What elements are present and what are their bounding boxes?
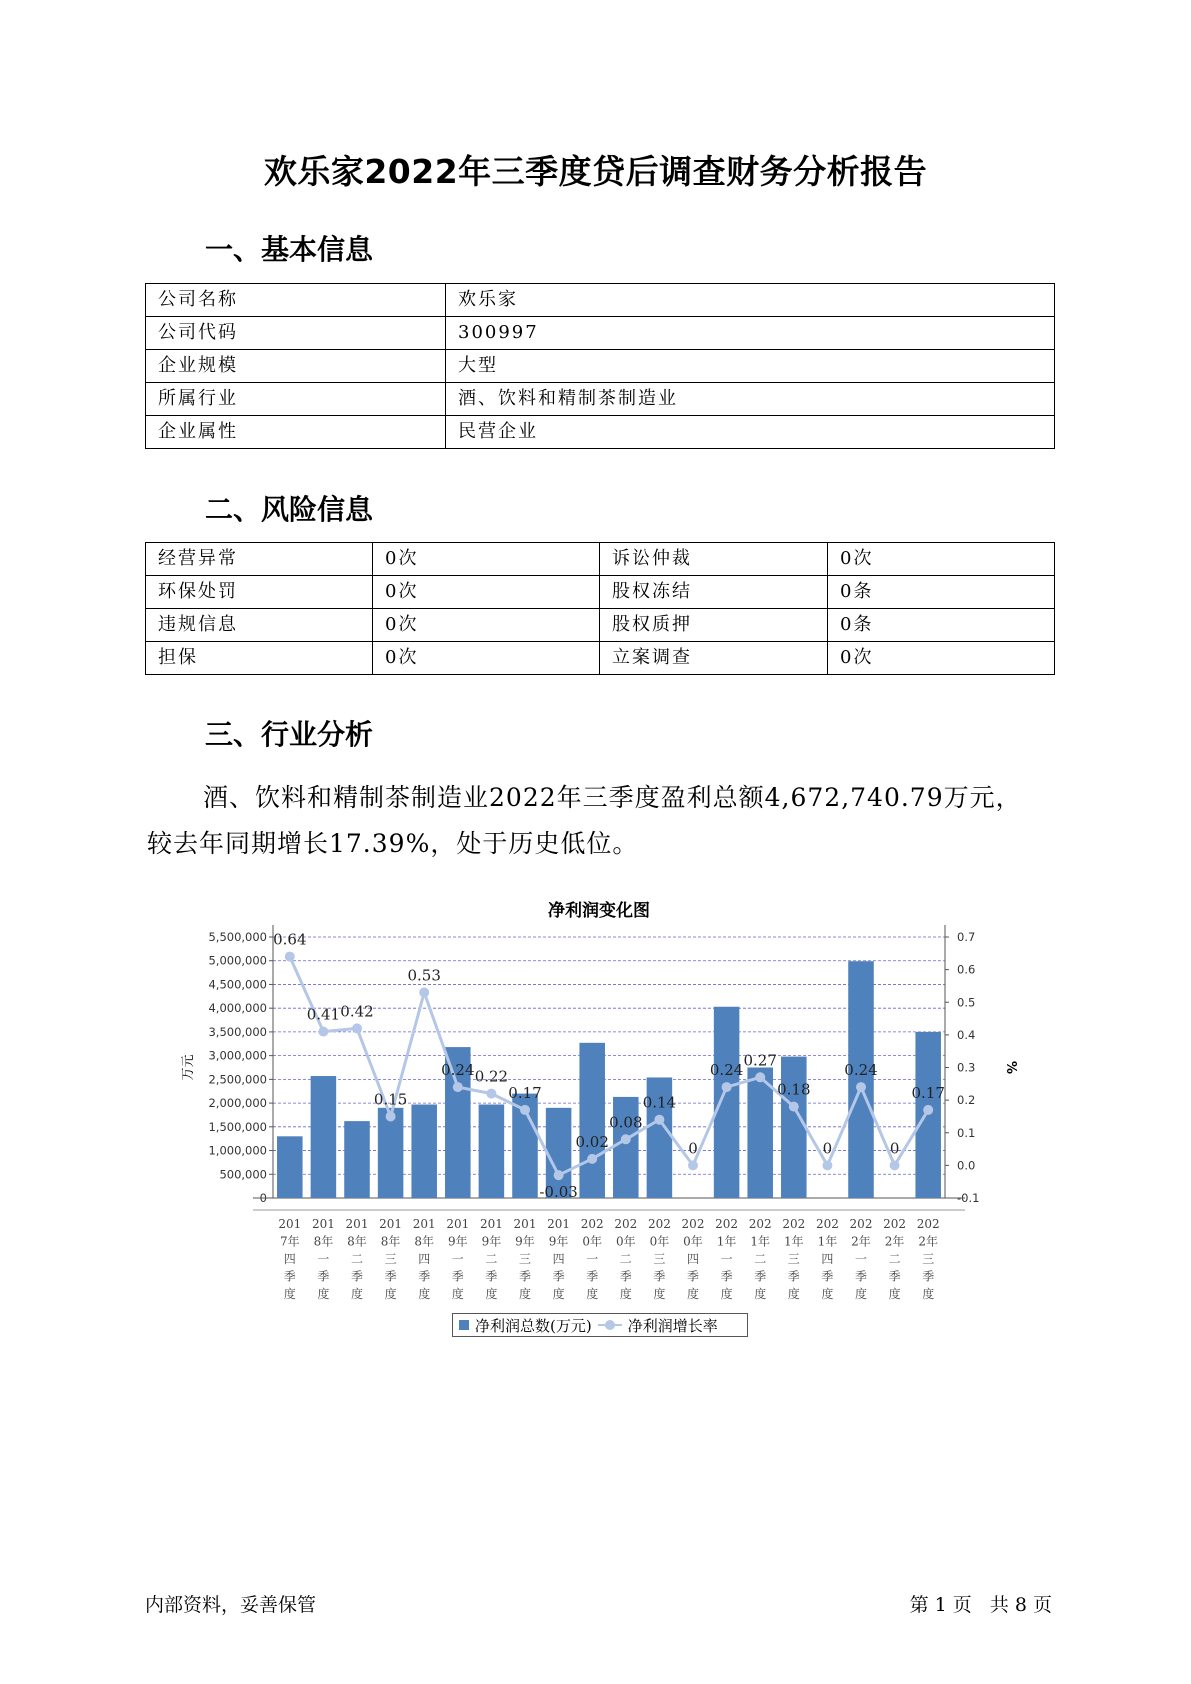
- bar: [277, 1136, 303, 1198]
- growth-rate-point: [856, 1082, 866, 1092]
- x-category-label-line: 1年: [817, 1234, 838, 1249]
- y-right-tick-label: 0.2: [957, 1093, 976, 1108]
- growth-rate-point: [755, 1072, 765, 1082]
- growth-rate-data-label: 0: [688, 1139, 698, 1158]
- legend-line-label: 净利润增长率: [627, 1316, 718, 1335]
- y-left-tick-label: 1,000,000: [208, 1143, 267, 1158]
- x-category-label-line: 202: [815, 1217, 839, 1231]
- risk-info-value: 0次: [373, 543, 600, 576]
- x-category-label: [782, 1217, 805, 1301]
- growth-rate-data-label: 0.64: [273, 930, 307, 949]
- industry-analysis-paragraph: [147, 775, 1047, 867]
- y-right-tick-label: 0.3: [957, 1060, 976, 1075]
- x-category-label-line: 201: [446, 1217, 470, 1231]
- x-category-label-line: 9年: [447, 1234, 468, 1249]
- x-category-label-line: 度: [283, 1287, 296, 1301]
- growth-rate-data-label: 0.15: [373, 1090, 408, 1109]
- x-category-label-line: 0年: [683, 1234, 703, 1249]
- growth-rate-point: [352, 1023, 362, 1033]
- x-category-label-line: 201: [513, 1217, 537, 1231]
- risk-info-label: 股权冻结: [600, 576, 828, 609]
- x-category-label-line: 7年: [279, 1234, 300, 1249]
- x-category-label-line: 季: [686, 1269, 700, 1284]
- y-left-tick-label: 3,000,000: [208, 1048, 267, 1063]
- x-category-label-line: 二: [485, 1252, 498, 1266]
- x-category-label-line: 度: [317, 1287, 330, 1301]
- y-right-tick-label: 0.5: [957, 995, 976, 1010]
- x-category-label-line: 季: [888, 1269, 901, 1284]
- x-category-label-line: 201: [345, 1217, 369, 1231]
- basic-info-label: 企业属性: [146, 416, 446, 449]
- growth-rate-data-label: 0.17: [508, 1083, 542, 1102]
- x-category-label: [917, 1217, 940, 1301]
- risk-info-row: [146, 642, 1055, 675]
- growth-rate-point: [789, 1102, 799, 1112]
- x-category-label-line: 季: [720, 1269, 733, 1284]
- x-category-label-line: 二: [888, 1252, 901, 1266]
- growth-rate-data-label: 0.42: [340, 1002, 374, 1021]
- x-category-label-line: 三: [653, 1252, 666, 1266]
- bar: [714, 1007, 740, 1198]
- growth-rate-point: [486, 1089, 496, 1099]
- x-category-label-line: 季: [653, 1269, 666, 1284]
- chart-legend: [452, 1313, 748, 1337]
- x-category-label-line: 二: [619, 1252, 632, 1266]
- basic-info-label: 企业规模: [146, 350, 446, 383]
- x-category-label: [715, 1217, 738, 1301]
- risk-info-label: 环保处罚: [146, 576, 373, 609]
- y-left-tick-label: 500,000: [219, 1167, 267, 1182]
- growth-rate-data-label: 0.41: [306, 1005, 341, 1024]
- x-category-label-line: 201: [379, 1217, 403, 1231]
- y-left-tick-label: 2,500,000: [208, 1072, 267, 1087]
- x-category-label-line: 度: [720, 1287, 733, 1301]
- x-category-label-line: 度: [888, 1287, 901, 1301]
- growth-rate-data-label: 0.24: [441, 1061, 475, 1080]
- growth-rate-point: [520, 1105, 530, 1115]
- x-category-label-line: 季: [821, 1269, 834, 1284]
- risk-info-row: [146, 543, 1055, 576]
- x-category-label: [850, 1217, 873, 1301]
- x-category-label-line: 四: [552, 1252, 565, 1266]
- x-category-label-line: 季: [485, 1269, 498, 1284]
- section-heading-basic-info: 一、基本信息: [205, 233, 374, 266]
- growth-rate-data-label: 0.08: [609, 1113, 643, 1132]
- x-category-label-line: 季: [384, 1269, 397, 1284]
- growth-rate-point: [722, 1082, 732, 1092]
- risk-info-label: 诉讼仲裁: [600, 543, 828, 576]
- legend-bar-label: 净利润总数(万元): [475, 1316, 592, 1335]
- growth-rate-data-label: 0: [822, 1139, 833, 1158]
- x-category-label-line: 202: [614, 1217, 638, 1231]
- industry-text-line1: 酒、饮料和精制茶制造业2022年三季度盈利总额4,672,740.79万元，: [203, 783, 1022, 812]
- x-category-label-line: 季: [922, 1269, 935, 1284]
- y-right-tick-label: 0.1: [957, 1125, 976, 1140]
- bar: [781, 1057, 807, 1198]
- y-left-tick-label: 4,000,000: [208, 1001, 267, 1016]
- x-category-label-line: 度: [754, 1287, 767, 1301]
- basic-info-value: 300997: [446, 317, 1055, 350]
- x-category-label-line: 度: [653, 1287, 666, 1301]
- footer-page-number: [907, 1590, 1055, 1617]
- x-category-label: [614, 1217, 637, 1301]
- x-category-label: [883, 1217, 906, 1301]
- basic-info-value: 欢乐家: [446, 284, 1055, 317]
- x-category-label-line: 度: [854, 1287, 868, 1301]
- x-category-label-line: 202: [916, 1217, 940, 1231]
- x-category-label-line: 度: [451, 1287, 464, 1301]
- bar: [613, 1097, 639, 1198]
- chart-title: 净利润变化图: [548, 901, 650, 921]
- risk-info-row: [146, 576, 1055, 609]
- x-category-label: [749, 1217, 772, 1301]
- risk-info-value: 0次: [828, 543, 1055, 576]
- x-category-label-line: 三: [922, 1252, 935, 1266]
- growth-rate-point: [822, 1160, 832, 1170]
- x-category-label-line: 四: [686, 1252, 700, 1266]
- y-left-tick-label: 5,000,000: [208, 953, 267, 968]
- x-category-label-line: 度: [821, 1287, 834, 1301]
- growth-rate-data-label: 0.22: [474, 1067, 509, 1086]
- risk-info-value: 0次: [373, 609, 600, 642]
- x-category-label-line: 202: [580, 1217, 604, 1231]
- bar: [411, 1105, 437, 1198]
- x-category-label-line: 季: [586, 1269, 599, 1284]
- risk-info-label: 立案调查: [600, 642, 828, 675]
- x-category-label-line: 季: [854, 1269, 868, 1284]
- basic-info-value: 大型: [446, 350, 1055, 383]
- x-category-label-line: 度: [787, 1287, 800, 1301]
- growth-rate-data-label: 0.17: [911, 1083, 945, 1102]
- x-category-label-line: 一: [317, 1252, 330, 1266]
- x-category-label-line: 一: [451, 1252, 464, 1266]
- risk-info-table: [145, 542, 1055, 675]
- x-category-label-line: 季: [787, 1269, 800, 1284]
- x-category-label-line: 1年: [783, 1234, 804, 1249]
- growth-rate-data-label: 0.18: [777, 1080, 811, 1099]
- basic-info-label: 所属行业: [146, 383, 446, 416]
- x-category-label-line: 季: [418, 1269, 431, 1284]
- x-category-label-line: 四: [821, 1252, 834, 1266]
- x-category-label: [413, 1217, 436, 1301]
- footer-current-page: 1: [934, 1594, 947, 1616]
- x-category-label-line: 四: [418, 1252, 431, 1266]
- x-category-label-line: 度: [619, 1287, 632, 1301]
- basic-info-label: 公司代码: [146, 317, 446, 350]
- footer-confidential-note: 内部资料，妥善保管: [145, 1594, 317, 1616]
- y-left-tick-label: 2,000,000: [208, 1096, 267, 1111]
- section-heading-risk-info: 二、风险信息: [205, 493, 374, 526]
- x-category-label-line: 度: [518, 1287, 532, 1301]
- x-category-label-line: 度: [485, 1287, 498, 1301]
- risk-info-value: 0次: [373, 576, 600, 609]
- x-category-label-line: 201: [278, 1217, 302, 1231]
- x-category-label-line: 三: [787, 1252, 800, 1266]
- x-category-label: [480, 1217, 503, 1301]
- y-left-tick-label: 5,500,000: [208, 930, 267, 944]
- x-category-label-line: 202: [849, 1217, 873, 1231]
- y-right-tick-label: 0.4: [957, 1027, 976, 1042]
- growth-rate-point: [386, 1111, 396, 1121]
- x-category-label-line: 度: [922, 1287, 935, 1301]
- y-left-axis-title: 万元: [181, 1054, 196, 1081]
- risk-info-value: 0条: [828, 576, 1055, 609]
- footer-total-label: 共: [989, 1594, 1009, 1616]
- basic-info-value: 民营企业: [446, 416, 1055, 449]
- x-category-label-line: 三: [518, 1252, 532, 1266]
- x-category-label: [312, 1217, 335, 1301]
- x-category-label-line: 201: [547, 1217, 571, 1231]
- x-category-label-line: 季: [552, 1269, 565, 1284]
- x-category-label-line: 度: [350, 1287, 364, 1301]
- y-right-tick-label: 0.7: [957, 930, 976, 944]
- growth-rate-point: [318, 1027, 328, 1037]
- basic-info-row: [146, 317, 1055, 350]
- x-category-label: [379, 1217, 402, 1301]
- x-category-label: [581, 1217, 604, 1301]
- growth-rate-data-label: 0.14: [642, 1093, 677, 1112]
- x-category-label: [446, 1217, 469, 1301]
- footer-total-suffix: 页: [1032, 1594, 1052, 1616]
- risk-info-label: 违规信息: [146, 609, 373, 642]
- x-category-label-line: 201: [479, 1217, 503, 1231]
- growth-rate-point: [621, 1134, 631, 1144]
- x-category-label-line: 季: [451, 1269, 464, 1284]
- growth-rate-point: [688, 1160, 698, 1170]
- x-category-label: [278, 1217, 301, 1301]
- x-category-label-line: 0年: [649, 1234, 670, 1249]
- x-category-label-line: 二: [350, 1252, 364, 1266]
- growth-rate-data-label: 0.27: [743, 1051, 777, 1070]
- x-category-label-line: 1年: [716, 1234, 737, 1249]
- growth-rate-data-label: 0: [889, 1139, 900, 1158]
- x-category-label-line: 度: [384, 1287, 397, 1301]
- risk-info-label: 股权质押: [600, 609, 828, 642]
- basic-info-label: 公司名称: [146, 284, 446, 317]
- x-category-label-line: 202: [681, 1217, 705, 1231]
- risk-info-value: 0条: [828, 609, 1055, 642]
- growth-rate-point: [419, 987, 429, 997]
- basic-info-row: [146, 350, 1055, 383]
- x-category-label-line: 202: [715, 1217, 739, 1231]
- x-category-label: [547, 1217, 570, 1301]
- x-category-label-line: 一: [586, 1252, 599, 1266]
- footer-page-suffix: 页: [952, 1594, 972, 1616]
- bar: [915, 1032, 941, 1198]
- x-category-label-line: 8年: [313, 1234, 334, 1249]
- growth-rate-data-label: 0.02: [575, 1132, 609, 1151]
- growth-rate-point: [453, 1082, 463, 1092]
- growth-rate-point: [890, 1160, 900, 1170]
- basic-info-row: [146, 383, 1055, 416]
- basic-info-row: [146, 284, 1055, 317]
- x-category-label-line: 2年: [851, 1234, 871, 1249]
- growth-rate-point: [923, 1105, 933, 1115]
- x-category-label-line: 三: [384, 1252, 397, 1266]
- y-left-tick-label: 3,500,000: [208, 1024, 267, 1039]
- report-title: 欢乐家2022年三季度贷后调查财务分析报告: [263, 152, 928, 191]
- x-category-label-line: 202: [782, 1217, 806, 1231]
- x-category-label-line: 四: [283, 1252, 296, 1266]
- x-category-label-line: 季: [283, 1269, 296, 1284]
- bar: [579, 1043, 605, 1198]
- x-category-label-line: 度: [586, 1287, 599, 1301]
- x-category-label-line: 9年: [481, 1234, 502, 1249]
- y-right-tick-label: 0.0: [957, 1158, 976, 1173]
- bar: [311, 1076, 337, 1198]
- growth-rate-point: [654, 1115, 664, 1125]
- x-category-label-line: 季: [317, 1269, 330, 1284]
- bar: [479, 1105, 505, 1198]
- basic-info-table: [145, 283, 1055, 449]
- x-category-label-line: 8年: [347, 1234, 367, 1249]
- net-profit-chart: [180, 880, 1018, 1310]
- x-category-label-line: 0年: [615, 1234, 636, 1249]
- x-category-label-line: 201: [412, 1217, 436, 1231]
- x-category-label-line: 度: [418, 1287, 431, 1301]
- y-right-tick-label: -0.1: [957, 1191, 980, 1205]
- x-category-label-line: 8年: [380, 1234, 401, 1249]
- bar: [344, 1121, 370, 1198]
- x-category-label-line: 9年: [515, 1234, 535, 1249]
- x-category-label: [514, 1217, 537, 1301]
- basic-info-row: [146, 416, 1055, 449]
- x-category-label-line: 2年: [884, 1234, 905, 1249]
- x-category-label-line: 度: [552, 1287, 565, 1301]
- growth-rate-point: [587, 1154, 597, 1164]
- x-category-label-line: 一: [720, 1252, 733, 1266]
- growth-rate-data-label: 0.24: [844, 1061, 878, 1080]
- y-left-tick-label: 4,500,000: [208, 977, 267, 992]
- risk-info-row: [146, 609, 1055, 642]
- x-category-label-line: 9年: [548, 1234, 569, 1249]
- x-category-label-line: 202: [883, 1217, 907, 1231]
- footer-page-label: 第: [909, 1594, 929, 1616]
- legend-bar-swatch: [459, 1320, 469, 1330]
- y-left-tick-label: 0: [259, 1191, 267, 1205]
- x-category-label-line: 0年: [582, 1234, 603, 1249]
- growth-rate-data-label: 0.24: [709, 1061, 744, 1080]
- y-right-tick-label: 0.6: [957, 962, 976, 977]
- basic-info-value: 酒、饮料和精制茶制造业: [446, 383, 1055, 416]
- x-category-label: [816, 1217, 839, 1301]
- y-right-axis-title: %: [1003, 1060, 1018, 1075]
- x-category-label-line: 8年: [414, 1234, 435, 1249]
- risk-info-label: 经营异常: [146, 543, 373, 576]
- x-category-label-line: 2年: [918, 1234, 939, 1249]
- x-category-label: [648, 1217, 671, 1301]
- x-category-label-line: 季: [518, 1269, 532, 1284]
- footer-total-pages: 8: [1014, 1594, 1027, 1616]
- legend-line-swatch: [598, 1320, 622, 1330]
- x-category-label-line: 202: [748, 1217, 772, 1231]
- x-category-label-line: 1年: [750, 1234, 771, 1249]
- x-category-label-line: 季: [754, 1269, 767, 1284]
- risk-info-value: 0次: [373, 642, 600, 675]
- x-category-label: [682, 1217, 705, 1301]
- growth-rate-data-label: 0.53: [407, 966, 441, 985]
- industry-text-line2: 较去年同期增长17.39%，处于历史低位。: [147, 829, 639, 858]
- x-category-label-line: 季: [619, 1269, 632, 1284]
- risk-info-value: 0次: [828, 642, 1055, 675]
- x-category-label: [346, 1217, 369, 1301]
- y-left-tick-label: 1,500,000: [208, 1119, 267, 1134]
- risk-info-label: 担保: [146, 642, 373, 675]
- x-category-label-line: 度: [686, 1287, 700, 1301]
- x-category-label-line: 季: [350, 1269, 364, 1284]
- x-category-label-line: 一: [854, 1252, 868, 1266]
- x-category-label-line: 201: [311, 1217, 335, 1231]
- x-category-label-line: 202: [647, 1217, 671, 1231]
- growth-rate-data-label: -0.03: [539, 1183, 578, 1202]
- x-category-label-line: 二: [754, 1252, 767, 1266]
- bar: [848, 961, 874, 1198]
- section-heading-industry-analysis: 三、行业分析: [205, 718, 374, 751]
- growth-rate-point: [285, 952, 295, 962]
- growth-rate-point: [554, 1170, 564, 1180]
